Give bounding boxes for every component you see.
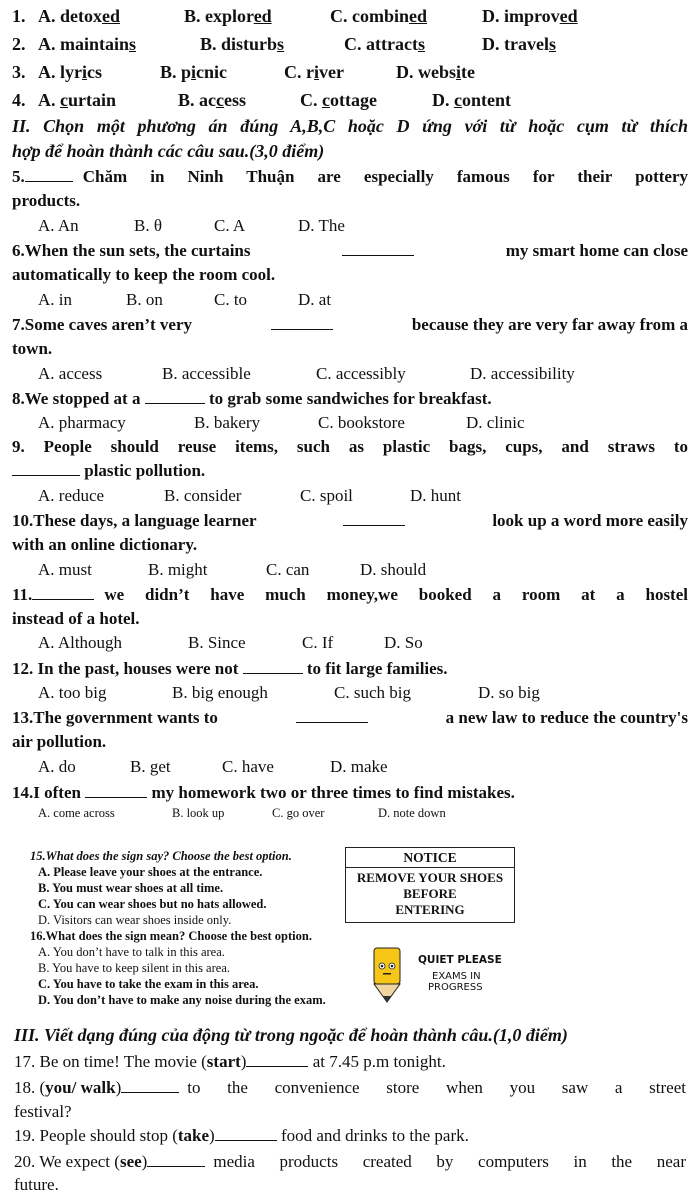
q15-question: 15.What does the sign say? Choose the best option.	[30, 849, 292, 863]
q13-blank	[296, 708, 368, 723]
quiet-sign-line1: QUIET PLEASE	[418, 954, 502, 966]
q7-stem: 7.Some caves aren’t very because they are very far away from a	[12, 315, 688, 334]
q4-option-b: B. access	[178, 90, 247, 110]
quiet-sign	[368, 946, 518, 1004]
q9-blank	[12, 461, 80, 476]
q16-option-a: A. You don’t have to talk in this area.	[38, 945, 225, 959]
q10-option-b: B. might	[148, 560, 208, 579]
q13-option-d: D. make	[330, 757, 388, 776]
q20-stem: 20. We expect (see) media products created by computers in the near	[14, 1152, 686, 1171]
q15-option-a: A. Please leave your shoes at the entrance.	[38, 865, 263, 879]
q5-option-d: D. The	[298, 216, 345, 235]
q7-option-b: B. accessible	[162, 364, 251, 383]
q11-option-b: B. Since	[188, 633, 246, 652]
q10-option-c: C. can	[266, 560, 310, 579]
q16-question: 16.What does the sign mean? Choose the best option.	[30, 929, 312, 943]
notice-sign-line2: BEFORE	[403, 886, 457, 901]
q12-option-a: A. too big	[38, 683, 107, 702]
q10-option-d: D. should	[360, 560, 427, 579]
q6-option-d: D. at	[298, 290, 332, 309]
q11-blank	[32, 585, 94, 600]
q7-option-a: A. access	[38, 364, 103, 383]
q6-stem: 6.When the sun sets, the curtains my smart home can close	[12, 241, 688, 260]
q9-stem: 9. People should reuse items, such as plastic bags, cups, and straws to	[12, 437, 688, 456]
q17-stem: 17. Be on time! The movie (start) at 7.45 p.m tonight.	[14, 1052, 446, 1071]
q1-option-b: B. explored	[184, 6, 272, 26]
q10-blank	[343, 511, 405, 526]
part2-heading-line1: II. Chọn một phương án đúng A,B,C hoặc D ứng với từ hoặc cụm từ thích	[12, 116, 688, 136]
quiet-sign-line2: EXAMS IN	[432, 971, 481, 982]
q13-option-c: C. have	[222, 757, 274, 776]
q6-option-b: B. on	[126, 290, 163, 309]
q5-option-b: B. θ	[134, 216, 162, 235]
q10-stem: 10.These days, a language learner look up a word more easily	[12, 511, 688, 530]
q5-option-a: A. An	[38, 216, 79, 235]
q1-option-a: A. detoxed	[38, 6, 120, 26]
q14-option-a: A. come across	[38, 806, 115, 820]
q20-blank	[147, 1152, 205, 1167]
q16-option-c: C. You have to take the exam in this area.	[38, 977, 259, 991]
q2-option-a: A. maintains	[38, 34, 137, 54]
q13-option-b: B. get	[130, 757, 171, 776]
q4-option-c: C. cottage	[300, 90, 377, 110]
q15-option-d: D. Visitors can wear shoes inside only.	[38, 913, 232, 927]
q17-blank	[246, 1052, 308, 1067]
q15-option-c: C. You can wear shoes but no hats allowed.	[38, 897, 267, 911]
quiet-sign-line3: PROGRESS	[428, 982, 483, 993]
q8-blank	[145, 389, 205, 404]
q3-option-c: C. river	[284, 62, 344, 82]
q4-option-a: A. curtain	[38, 90, 117, 110]
q8-option-b: B. bakery	[194, 413, 261, 432]
q18-blank	[121, 1078, 179, 1093]
pencil-mascot-icon	[368, 946, 408, 1004]
notice-sign	[345, 847, 515, 923]
q3-option-a: A. lyrics	[38, 62, 103, 82]
q8-option-d: D. clinic	[466, 413, 525, 432]
q14-option-b: B. look up	[172, 806, 225, 820]
q8-option-a: A. pharmacy	[38, 413, 126, 432]
q3-option-d: D. website	[396, 62, 476, 82]
q13-option-a: A. do	[38, 757, 76, 776]
q2-option-c: C. attracts	[344, 34, 425, 54]
part3-heading: III. Viết dạng đúng của động từ trong ngoặc để hoàn thành câu.(1,0 điểm)	[14, 1025, 568, 1045]
q7-option-d: D. accessibility	[470, 364, 575, 383]
q14-stem: 14.I often my homework two or three times to find mistakes.	[12, 783, 515, 802]
q7-blank	[271, 315, 333, 330]
q19-stem: 19. People should stop (take) food and drinks to the park.	[14, 1126, 469, 1145]
q12-stem: 12. In the past, houses were not to fit large families.	[12, 659, 448, 678]
q9-option-a: A. reduce	[38, 486, 105, 505]
q2-option-b: B. disturbs	[200, 34, 285, 54]
q7-option-c: C. accessibly	[316, 364, 406, 383]
q5-stem: 5. Chăm in Ninh Thuận are especially famous for their pottery	[12, 167, 688, 186]
q14-option-c: C. go over	[272, 806, 325, 820]
q12-option-b: B. big enough	[172, 683, 268, 702]
q5-blank	[25, 167, 73, 182]
q14-option-d: D. note down	[378, 806, 446, 820]
q4-option-d: D. content	[432, 90, 511, 110]
notice-sign-line1: REMOVE YOUR SHOES	[356, 870, 504, 885]
q16-option-d: D. You don’t have to make any noise during the exam.	[38, 993, 326, 1007]
q11-stem: 11. we didn’t have much money,we booked a room at a hostel	[12, 585, 688, 604]
q11-option-c: C. If	[302, 633, 334, 652]
q9-option-c: C. spoil	[300, 486, 353, 505]
q11-option-a: A. Although	[38, 633, 123, 652]
q12-option-c: C. such big	[334, 683, 411, 702]
q15-option-b: B. You must wear shoes at all time.	[38, 881, 224, 895]
q16-option-b: B. You have to keep silent in this area.	[38, 961, 230, 975]
q1-option-c: C. combined	[330, 6, 428, 26]
q6-blank	[342, 241, 414, 256]
q12-option-d: D. so big	[478, 683, 540, 702]
q18-stem: 18. (you/ walk) to the convenience store when you saw a street	[14, 1078, 686, 1097]
q19-blank	[215, 1126, 277, 1141]
q13-stem: 13.The government wants to a new law to reduce the country's	[12, 708, 688, 727]
q8-option-c: C. bookstore	[318, 413, 405, 432]
q9-option-b: B. consider	[164, 486, 242, 505]
notice-sign-line3: ENTERING	[395, 902, 465, 917]
q10-option-a: A. must	[38, 560, 92, 579]
q9-option-d: D. hunt	[410, 486, 461, 505]
q14-blank	[85, 783, 147, 798]
part2-heading-line2: hợp để hoàn thành các câu sau.(3,0 điểm)	[12, 141, 325, 161]
q6-option-a: A. in	[38, 290, 72, 309]
q5-option-c: C. A	[214, 216, 246, 235]
q8-stem: 8.We stopped at a to grab some sandwiches for breakfast.	[12, 389, 492, 408]
q11-option-d: D. So	[384, 633, 423, 652]
worksheet-page: 1. A. detoxed B. explored C. combined D. improved 2. A. maintains B. disturbs C. attracts D. travels 3. A. lyrics B. picnic C. river D. website 4. A. curtain B. access C. cottage D. content II. Chọn một phương án đúng A,B,C hoặc D ứng với từ hoặc cụm từ thích hợp để hoàn thành các câu sau.(3,0 điểm) 5. Chăm in Ninh Thuận are especially famous for their pottery products. A. An B. θ C. A D. The 6.When the sun sets, the curtains my smart home can close automatically to keep the room cool. A. in B. on C. to D. at 7.Some caves aren’t very because they are very far away from a town. A. access B. accessible C. accessibly D. accessibility 8.We stopped at a to grab some sandwiches for breakfast. A. pharmacy B. bakery C. bookstore D. clinic 9. People should reuse items, such as plastic bags, cups, and straws to plastic pollution. A. reduce B. consider C. spoil D. hunt 10.These days, a language learner look up a word more easily with an online dictionary. A. must B. might C. can D. should 11. we didn’t have much money,we booked a room at a hostel instead of a hotel. A. Although B. Since C. If D. So 12. In the past, houses were not to fit large families. A. too big B. big enough C. such big D. so big 13.The government wants to a new law to reduce the country's air pollution. A. do B. get C. have D. make 14.I often my homework two or three times to find mistakes. A. come across B. look up C. go over D. note down 15.What does the sign say? Choose the best option. A. Please leave your shoes at the entrance. B. You must wear shoes at all time. C. You can wear shoes but no hats allowed. D. Visitors can wear shoes inside only. NOTICE REMOVE YOUR SHOES BEFORE ENTERING 16.What does the sign mean? Choose the best option. A. You don’t have to talk in this area. B. You have to keep silent in this area. C. You have to take the exam in this area. D. You don’t have to make any noise during the exam. QUIET PLEASE EXAMS IN PROGRESS III. Viết dạng đúng của động từ trong ngoặc để hoàn thành câu.(1,0 điểm) 17. Be on time! The movie (start) at 7.45 p.m tonight. 18. (you/ walk) to the convenience store when you saw a street festival? 19. People should stop (take) food and drinks to the park. 20. We expect (see) media products created by computers in the near future.	[0, 0, 700, 1199]
q12-blank	[243, 659, 303, 674]
q3-option-b: B. picnic	[160, 62, 228, 82]
q2-option-d: D. travels	[482, 34, 556, 54]
notice-sign-title: NOTICE	[346, 848, 514, 868]
q1-option-d: D. improved	[482, 6, 578, 26]
q6-option-c: C. to	[214, 290, 248, 309]
